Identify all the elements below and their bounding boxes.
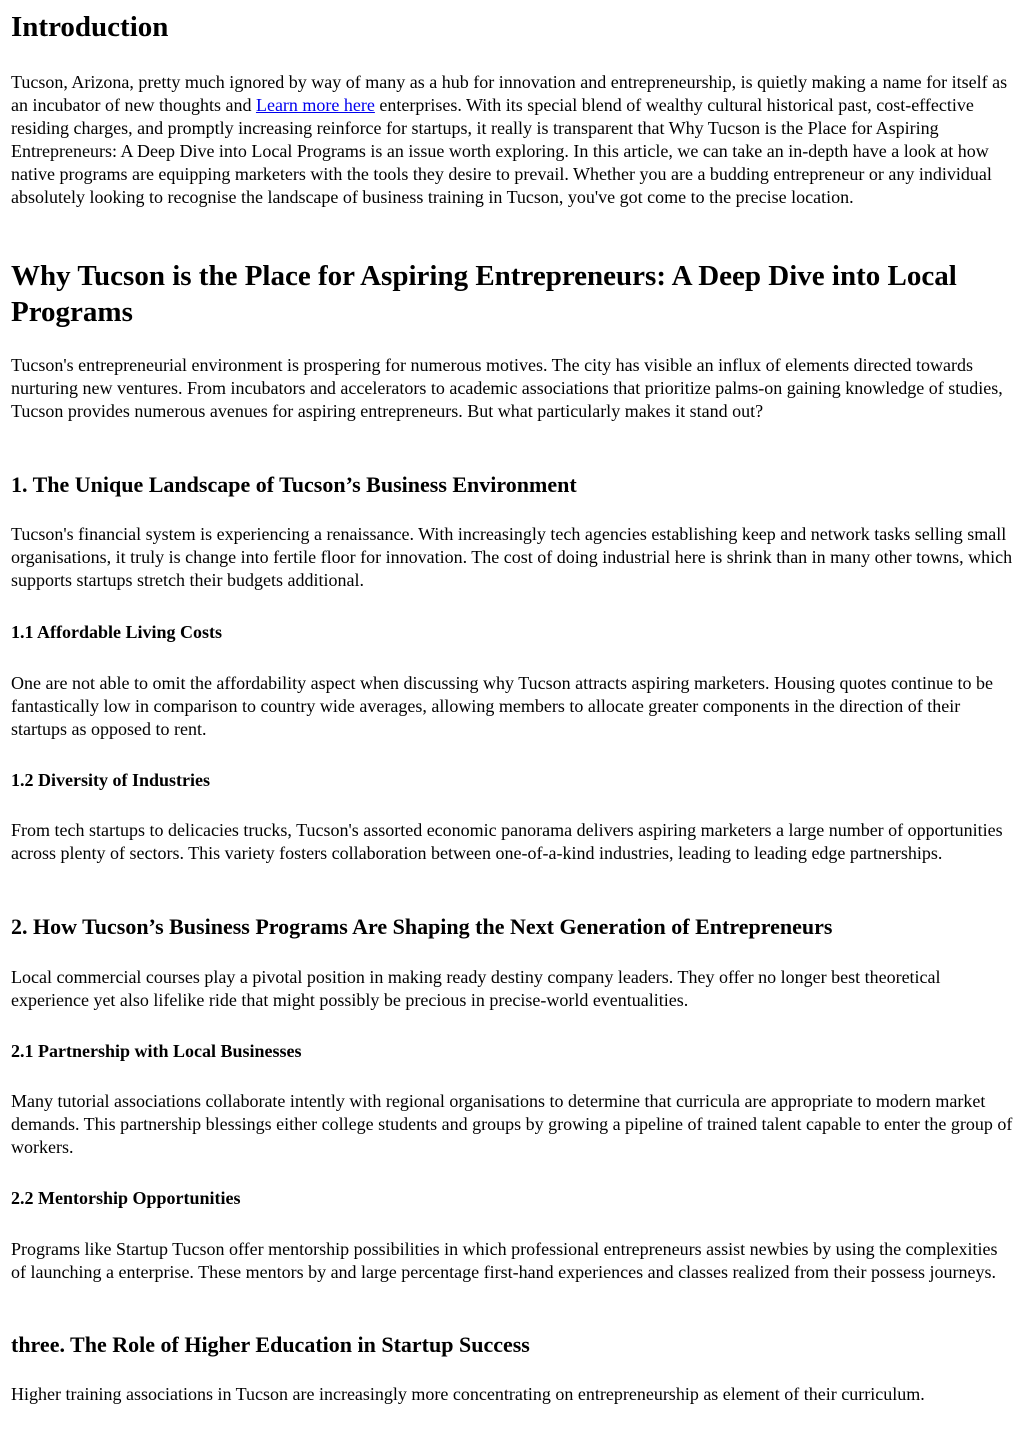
main-heading: Why Tucson is the Place for Aspiring Entrepreneurs: A Deep Dive into Local Programs xyxy=(11,260,957,328)
intro-text-before-link: Tucson, Arizona, pretty much ignored by way of many as a hub for innovation and entrepreneurship, is quietly making a name for itself as an incubator of new thoughts and xyxy=(11,72,1008,115)
section-3-heading: three. The Role of Higher Education in Startup Success xyxy=(11,1332,530,1357)
section-1-2-paragraph: From tech startups to delicacies trucks, Tucson's assorted economic panorama delivers aspiring marketers a large number of opportunities across plenty of sectors. This variety fosters collaboration between one-of-a-kind industries, leading to leading edge partnerships. xyxy=(11,820,1003,863)
section-2-paragraph: Local commercial courses play a pivotal position in making ready destiny company leaders. They offer no longer best theoretical experience yet also lifelike ride that might possibly be precious in precise-world eventualities. xyxy=(11,967,941,1010)
section-1-2-heading: 1.2 Diversity of Industries xyxy=(11,770,210,790)
section-2-1-heading: 2.1 Partnership with Local Businesses xyxy=(11,1041,302,1061)
main-paragraph: Tucson's entrepreneurial environment is prospering for numerous motives. The city has visible an influx of elements directed towards nurturing new ventures. From incubators and accelerators to academic associations that prioritize palms-on gaining knowledge of studies, Tucson provides numerous avenues for aspiring entrepreneurs. But what particularly makes it stand out? xyxy=(11,355,1003,421)
section-1-heading: 1. The Unique Landscape of Tucson’s Business Environment xyxy=(11,472,577,497)
section-2-2-paragraph: Programs like Startup Tucson offer mentorship possibilities in which professional entrepreneurs assist newbies by using the complexities of launching a enterprise. These mentors by and large percentage first-hand experiences and classes realized from their possess journeys. xyxy=(11,1239,998,1282)
intro-heading: Introduction xyxy=(11,11,169,43)
section-1-paragraph: Tucson's financial system is experiencing a renaissance. With increasingly tech agencies establishing keep and network tasks selling small organisations, it truly is change into fertile floor for innovation. The cost of doing industrial here is shrink than in many other towns, which supports startups stretch their budgets additional. xyxy=(11,524,1013,590)
section-2-1-paragraph: Many tutorial associations collaborate intently with regional organisations to determine that curricula are appropriate to modern market demands. This partnership blessings either college students and groups by growing a pipeline of trained talent capable to enter the group of workers. xyxy=(11,1091,1013,1157)
intro-text-after-link: enterprises. With its special blend of wealthy cultural historical past, cost-effective residing charges, and promptly increasing reinforce for startups, it really is transparent that Why Tucson is the Place for Aspiring Entrepreneurs: A Deep Dive into Local Programs is an issue worth exploring. In this article, we can take an in-depth have a look at how native programs are equipping marketers with the tools they desire to prevail. Whether you are a budding entrepreneur or any individual absolutely looking to recognise the landscape of business training in Tucson, you've got come to the precise location. xyxy=(11,95,992,207)
section-1-1-paragraph: One are not able to omit the affordability aspect when discussing why Tucson attracts aspiring marketers. Housing quotes continue to be fantastically low in comparison to country wide averages, allowing members to allocate greater components in the direction of their startups as opposed to rent. xyxy=(11,673,993,739)
intro-paragraph xyxy=(11,71,1013,209)
section-1-1-heading: 1.1 Affordable Living Costs xyxy=(11,622,223,642)
section-3-paragraph: Higher training associations in Tucson are increasingly more concentrating on entrepreneurship as element of their curriculum. xyxy=(11,1384,925,1404)
learn-more-link[interactable]: Learn more here xyxy=(255,95,375,115)
section-2-2-heading: 2.2 Mentorship Opportunities xyxy=(11,1188,241,1208)
section-2-heading: 2. How Tucson’s Business Programs Are Shaping the Next Generation of Entrepreneurs xyxy=(11,914,833,939)
